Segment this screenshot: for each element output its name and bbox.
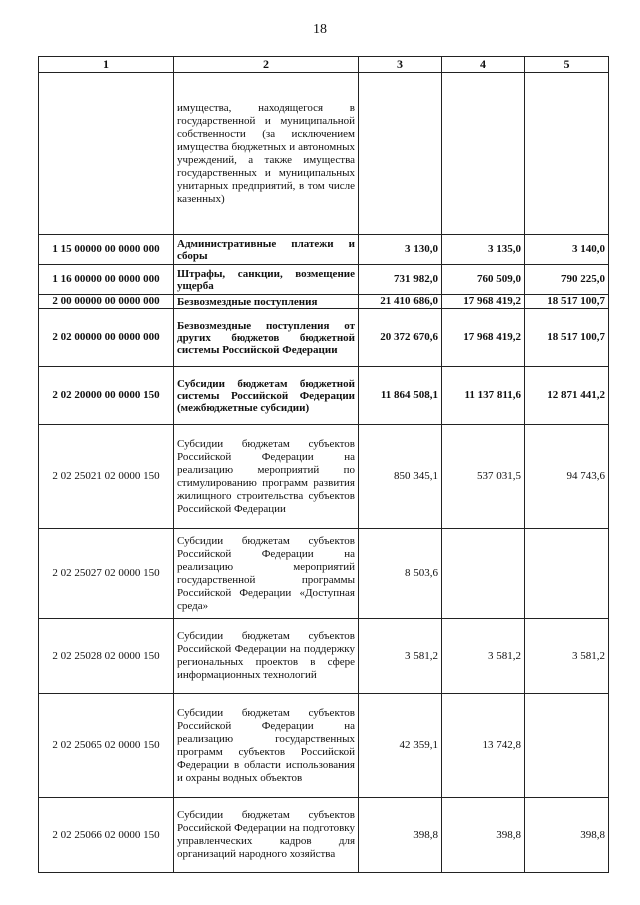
- row-value-5: [525, 694, 609, 798]
- row-code: 2 02 25066 02 0000 150: [39, 798, 174, 873]
- row-code: [39, 73, 174, 235]
- row-value-4: 17 968 419,2: [442, 295, 525, 309]
- page-number: 18: [313, 22, 327, 37]
- table-row: [39, 295, 609, 309]
- header-col-1: 1: [39, 57, 174, 73]
- row-value-3: 42 359,1: [359, 694, 442, 798]
- row-value-3: [359, 73, 442, 235]
- row-value-3: 731 982,0: [359, 265, 442, 295]
- row-name: Штрафы, санкции, возмещение ущерба: [174, 265, 359, 295]
- table-row: [39, 694, 609, 798]
- row-value-4: 3 135,0: [442, 235, 525, 265]
- row-code: 2 00 00000 00 0000 000: [39, 295, 174, 309]
- row-value-4: [442, 73, 525, 235]
- row-value-5: 18 517 100,7: [525, 309, 609, 367]
- row-name: Безвозмездные поступления: [174, 295, 359, 309]
- row-value-4: 537 031,5: [442, 425, 525, 529]
- row-value-5: 3 581,2: [525, 619, 609, 694]
- row-value-5: 3 140,0: [525, 235, 609, 265]
- row-value-4: 17 968 419,2: [442, 309, 525, 367]
- row-value-4: 13 742,8: [442, 694, 525, 798]
- row-value-3: 3 581,2: [359, 619, 442, 694]
- table-row: [39, 265, 609, 295]
- row-value-3: 3 130,0: [359, 235, 442, 265]
- row-value-3: 398,8: [359, 798, 442, 873]
- header-col-2: 2: [174, 57, 359, 73]
- row-value-4: 398,8: [442, 798, 525, 873]
- row-code: 2 02 25028 02 0000 150: [39, 619, 174, 694]
- table-header-row: [39, 57, 609, 73]
- table-row: [39, 529, 609, 619]
- row-code: 2 02 25065 02 0000 150: [39, 694, 174, 798]
- table-row: [39, 73, 609, 235]
- row-value-5: 94 743,6: [525, 425, 609, 529]
- row-code: 2 02 20000 00 0000 150: [39, 367, 174, 425]
- table-row: [39, 798, 609, 873]
- row-value-3: 850 345,1: [359, 425, 442, 529]
- row-code: 2 02 25027 02 0000 150: [39, 529, 174, 619]
- row-name: Субсидии бюджетам субъектов Российской Федерации на поддержку региональных проектов в сфере информационных технологий: [174, 619, 359, 694]
- table-row: [39, 425, 609, 529]
- row-name: Субсидии бюджетам субъектов Российской Федерации на подготовку управленческих кадров для организаций народного хозяйства: [174, 798, 359, 873]
- row-name: Субсидии бюджетам бюджетной системы Российской Федерации (межбюджетные субсидии): [174, 367, 359, 425]
- row-value-4: 3 581,2: [442, 619, 525, 694]
- table-row: [39, 619, 609, 694]
- row-value-5: [525, 73, 609, 235]
- row-value-3: 11 864 508,1: [359, 367, 442, 425]
- row-value-5: 12 871 441,2: [525, 367, 609, 425]
- row-value-3: 20 372 670,6: [359, 309, 442, 367]
- row-name: имущества, находящегося в государственной и муниципальной собственности (за исключением имущества бюджетных и автономных учреждений, а также имущества государственных и муниципальных унитарных предприятий, в том числе казенных): [174, 73, 359, 235]
- row-name: Безвозмездные поступления от других бюджетов бюджетной системы Российской Федерации: [174, 309, 359, 367]
- table-row: [39, 367, 609, 425]
- row-value-3: 8 503,6: [359, 529, 442, 619]
- table-row: [39, 309, 609, 367]
- row-code: 1 15 00000 00 0000 000: [39, 235, 174, 265]
- budget-table: [38, 56, 609, 873]
- row-name: Субсидии бюджетам субъектов Российской Федерации на реализацию мероприятий по стимулированию программ развития жилищного строительства субъектов Российской Федерации: [174, 425, 359, 529]
- row-value-4: 760 509,0: [442, 265, 525, 295]
- header-col-4: 4: [442, 57, 525, 73]
- row-name: Субсидии бюджетам субъектов Российской Федерации на реализацию мероприятий государственной программы Российской Федерации «Доступная среда»: [174, 529, 359, 619]
- row-code: 2 02 25021 02 0000 150: [39, 425, 174, 529]
- row-value-5: 18 517 100,7: [525, 295, 609, 309]
- row-name: Административные платежи и сборы: [174, 235, 359, 265]
- row-code: 1 16 00000 00 0000 000: [39, 265, 174, 295]
- row-value-5: 790 225,0: [525, 265, 609, 295]
- row-value-4: 11 137 811,6: [442, 367, 525, 425]
- row-name: Субсидии бюджетам субъектов Российской Федерации на реализацию государственных программ субъектов Российской Федерации в области использования и охраны водных объектов: [174, 694, 359, 798]
- table-row: [39, 235, 609, 265]
- header-col-3: 3: [359, 57, 442, 73]
- row-value-5: [525, 529, 609, 619]
- header-col-5: 5: [525, 57, 609, 73]
- row-value-5: 398,8: [525, 798, 609, 873]
- row-value-3: 21 410 686,0: [359, 295, 442, 309]
- row-value-4: [442, 529, 525, 619]
- row-code: 2 02 00000 00 0000 000: [39, 309, 174, 367]
